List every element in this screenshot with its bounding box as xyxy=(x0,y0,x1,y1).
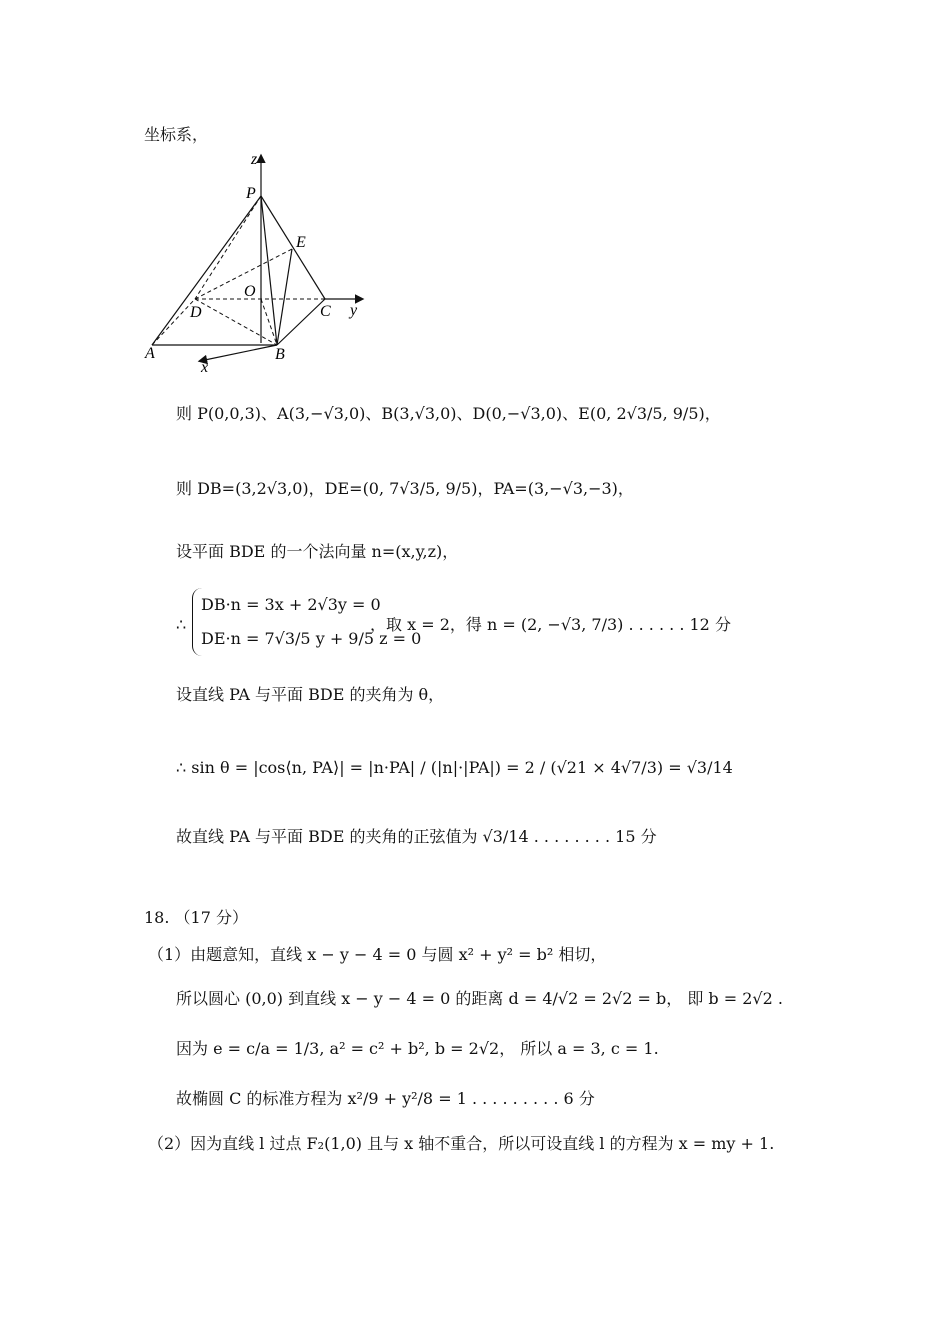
label-z: z xyxy=(251,151,258,168)
system-eq-1: DB·n = 3x + 2√3y = 0 xyxy=(201,595,381,614)
therefore-symbol: ∴ xyxy=(176,615,187,634)
x-axis xyxy=(200,345,277,361)
question-18-heading: 18. （17 分） xyxy=(144,908,248,927)
sine-computation: ∴ sin θ = |cos⟨n, PA⟩| = |n·PA| / (|n|·|PA|) = 2 / (√21 × 4√7/3) = √3/14 xyxy=(176,758,733,777)
part1-line4: 故椭圆 C 的标准方程为 x²/9 + y²/8 = 1 . . . . . . . . . 6 分 xyxy=(176,1089,595,1108)
normal-vector-line: 设平面 BDE 的一个法向量 n=(x,y,z)， xyxy=(176,542,459,561)
label-D: D xyxy=(190,304,202,321)
part1-line1: （1）由题意知，直线 x − y − 4 = 0 与圆 x² + y² = b² 相切， xyxy=(148,945,607,964)
part1-line3: 因为 e = c/a = 1/3, a² = c² + b², b = 2√2， 所以 a = 3, c = 1. xyxy=(176,1039,659,1058)
points-line: 则 P(0,0,3)、A(3,−√3,0)、B(3,√3,0)、D(0,−√3,0)、E(0, 2√3/5, 9/5)， xyxy=(176,404,721,423)
system-result: ，取 x = 2，得 n = (2, −√3, 7/3) . . . . . . 12 分 xyxy=(370,615,731,634)
result-line: 故直线 PA 与平面 BDE 的夹角的正弦值为 √3/14 . . . . . . . . 15 分 xyxy=(176,827,657,846)
label-B: B xyxy=(275,346,285,363)
angle-definition: 设直线 PA 与平面 BDE 的夹角为 θ， xyxy=(176,685,445,704)
part2-line1: （2）因为直线 l 过点 F₂(1,0) 且与 x 轴不重合，所以可设直线 l 的方程为 x = my + 1. xyxy=(148,1134,775,1153)
label-A: A xyxy=(145,345,155,362)
label-x: x xyxy=(201,359,209,376)
label-y: y xyxy=(350,302,358,319)
label-C: C xyxy=(320,303,331,320)
system-eq-2: DE·n = 7√3/5 y + 9/5 z = 0 xyxy=(201,629,422,648)
label-P: P xyxy=(246,185,256,202)
label-O: O xyxy=(244,283,256,300)
label-E: E xyxy=(296,234,306,251)
coordinate-system-text: 坐标系， xyxy=(144,125,209,144)
pyramid-figure xyxy=(140,148,380,378)
part1-line2: 所以圆心 (0,0) 到直线 x − y − 4 = 0 的距离 d = 4/√2 = 2√2 = b， 即 b = 2√2 . xyxy=(176,989,783,1008)
vectors-line: 则 DB=(3,2√3,0)，DE=(0, 7√3/5, 9/5)，PA=(3,−√3,−3)， xyxy=(176,479,634,498)
